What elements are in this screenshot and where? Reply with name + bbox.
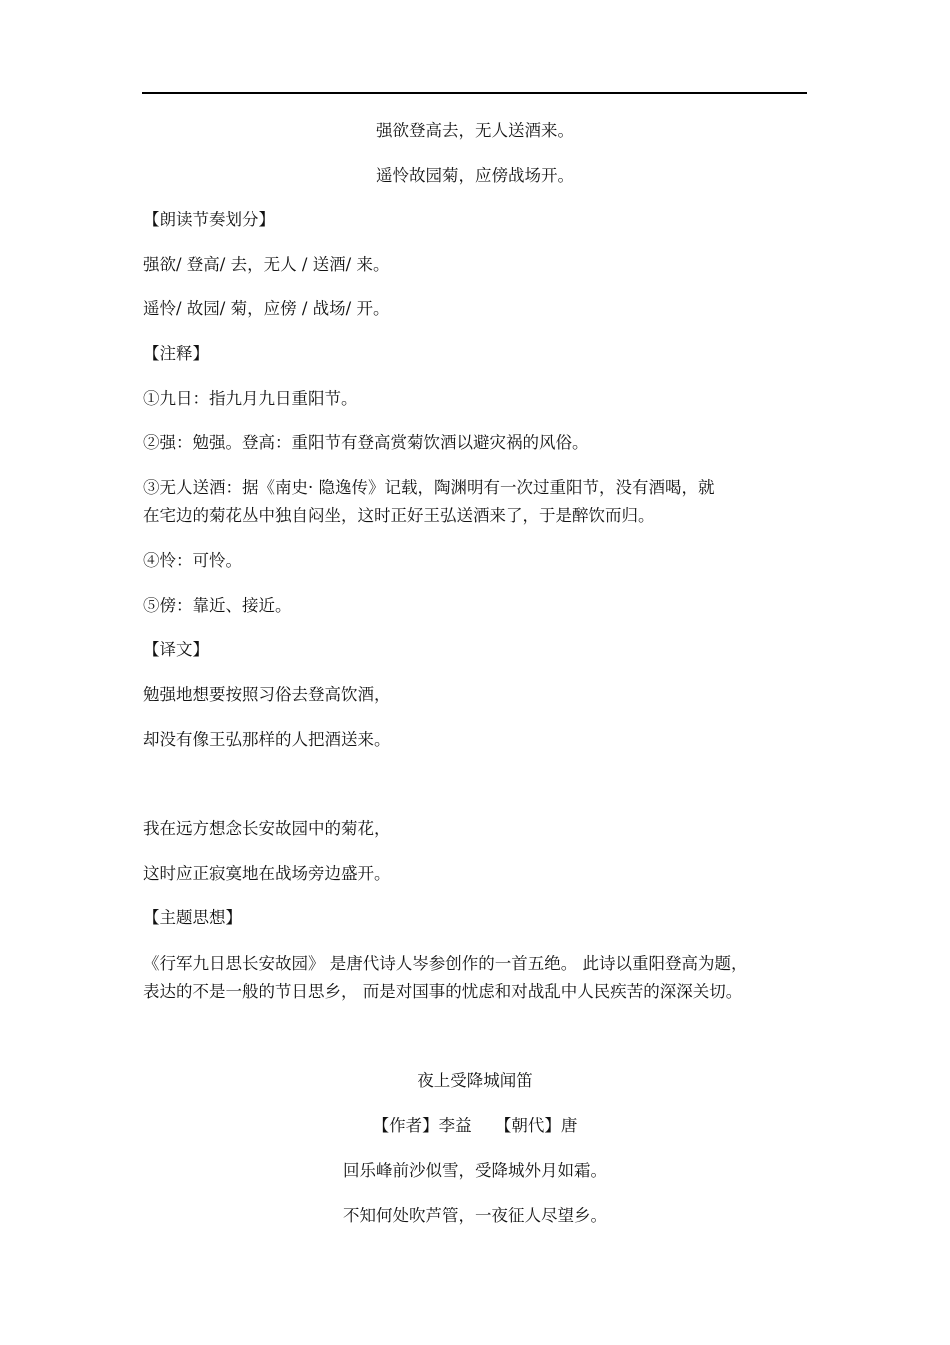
translation-heading: 【译文】: [143, 640, 209, 659]
rhythm-heading: 【朗读节奏划分】: [143, 210, 275, 229]
poem1-line-1: 强欲登高去，无人送酒来。: [376, 121, 574, 140]
translation-line: 却没有像王弘那样的人把酒送来。: [143, 730, 391, 749]
rhythm-line-1: 强欲/ 登高/ 去，无人 / 送酒/ 来。: [143, 255, 390, 274]
theme-line: 《行军九日思长安故园》 是唐代诗人岑参创作的一首五绝。 此诗以重阳登高为题，: [143, 954, 748, 973]
translation-line: 我在远方想念长安故园中的菊花，: [143, 819, 391, 838]
note-item: ②强：勉强。登高：重阳节有登高赏菊饮酒以避灾祸的风俗。: [143, 433, 589, 452]
note-item-continuation: 在宅边的菊花丛中独自闷坐，这时正好王弘送酒来了，于是醉饮而归。: [143, 506, 655, 525]
poem2-line-1: 回乐峰前沙似雪，受降城外月如霜。: [343, 1161, 607, 1180]
note-item: ④怜：可怜。: [143, 551, 242, 570]
translation-line: 这时应正寂寞地在战场旁边盛开。: [143, 864, 391, 883]
note-item: ⑤傍：靠近、接近。: [143, 596, 292, 615]
header-rule: [142, 92, 807, 94]
poem1-line-2: 遥怜故园菊，应傍战场开。: [376, 166, 574, 185]
poem2-author-line: 【作者】李益 【朝代】唐: [372, 1116, 578, 1135]
notes-heading: 【注释】: [143, 344, 209, 363]
translation-line: 勉强地想要按照习俗去登高饮酒，: [143, 685, 391, 704]
theme-heading: 【主题思想】: [143, 908, 242, 927]
theme-line: 表达的不是一般的节日思乡， 而是对国事的忧虑和对战乱中人民疾苦的深深关切。: [143, 982, 743, 1001]
note-item: ③无人送酒：据《南史· 隐逸传》记载，陶渊明有一次过重阳节，没有酒喝，就: [143, 478, 715, 497]
poem2-line-2: 不知何处吹芦管，一夜征人尽望乡。: [343, 1206, 607, 1225]
note-item: ①九日：指九月九日重阳节。: [143, 389, 358, 408]
poem2-title: 夜上受降城闻笛: [417, 1071, 533, 1090]
rhythm-line-2: 遥怜/ 故园/ 菊，应傍 / 战场/ 开。: [143, 299, 390, 318]
